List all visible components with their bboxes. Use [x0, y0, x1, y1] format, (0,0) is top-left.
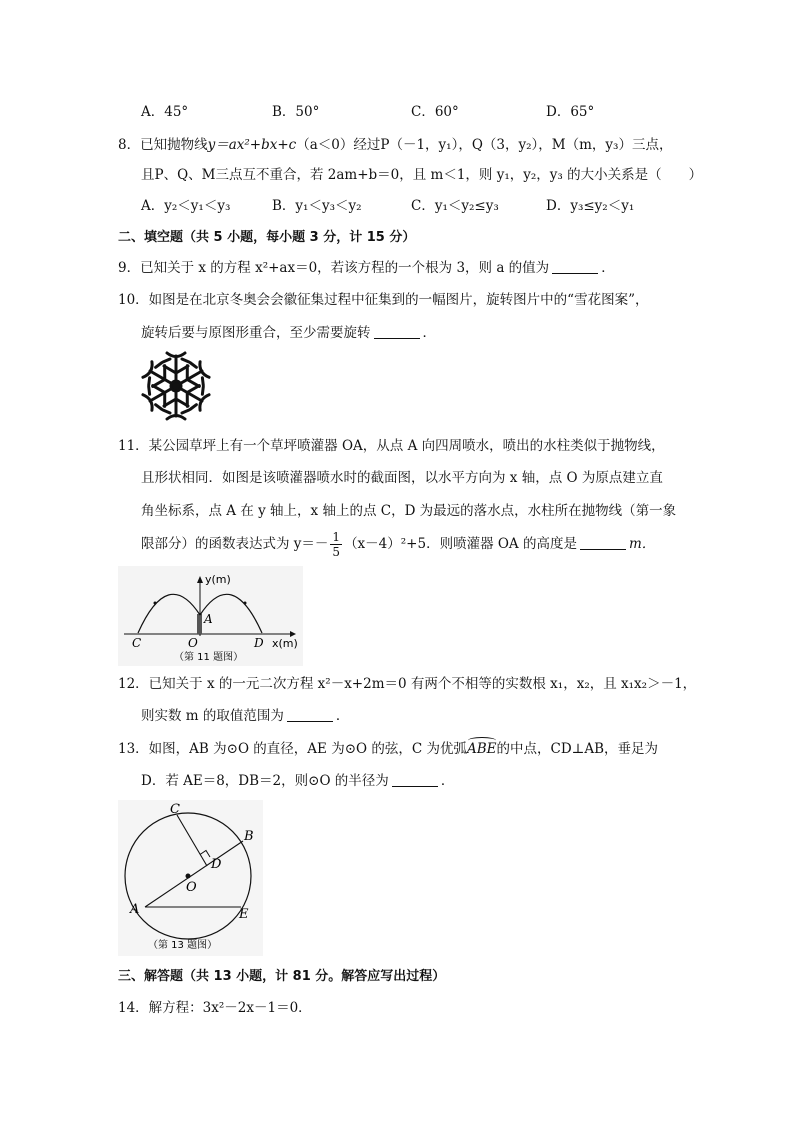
q11-dot-right: [244, 602, 247, 605]
q9: [118, 259, 615, 277]
q8-label: 8．已知抛物线: [118, 137, 208, 153]
q11-y-label: y(m): [205, 573, 231, 586]
section-2-heading: 二、填空题（共 5 小题，每小题 3 分，计 15 分）: [118, 230, 416, 245]
q11-line1: 11．某公园草坪上有一个草坪喷灌器 OA，从点 A 向四周喷水，喷出的水柱类似于抛物线，: [118, 438, 665, 454]
q7-option-c: C．60°: [411, 104, 459, 120]
q7-option-d: D．65°: [546, 104, 595, 120]
q13-label-c: C: [170, 802, 180, 817]
q11-unit: m．: [628, 536, 656, 552]
q10-line1: 10．如图是在北京冬奥会会徽征集过程中征集到的一幅图片，旋转图片中的“雪花图案”，: [118, 292, 649, 308]
q10-line2: [141, 324, 436, 342]
snowflake-pattern: [141, 353, 211, 419]
q13-line2-text: D．若 AE＝8，DB＝2，则⊙O 的半径为: [141, 773, 389, 789]
q8-line1: [118, 136, 672, 154]
q11-sprinkler: [197, 614, 202, 634]
q8-condition: （a＜0）经过: [296, 137, 381, 153]
q11-line4-end: （x－4）²+5．则喷灌器 OA 的高度是: [344, 536, 577, 552]
q13-line1: [118, 740, 658, 758]
q11-figure: [118, 566, 303, 666]
q13-answer-blank[interactable]: [392, 774, 438, 787]
q11-label-c: C: [132, 636, 142, 650]
q13-label-e: E: [239, 907, 249, 922]
q8-option-b: B．y₁＜y₃＜y₂: [272, 198, 362, 214]
q12-line1: 12．已知关于 x 的一元二次方程 x²－x+2m＝0 有两个不相等的实数根 x₁，x₂，且 x₁x₂＞－1，: [118, 676, 697, 692]
q8-option-a: A．y₂＜y₁＜y₃: [141, 198, 231, 214]
q8-line2: 且P、Q、M三点互不重合，若 2am+b＝0，且 m＜1，则 y₁，y₂，y₃ 的大小关系是（ ）: [141, 167, 703, 183]
q8-option-c: C．y₁＜y₂≤y₃: [411, 198, 499, 214]
q13-label-b: B: [244, 829, 254, 844]
q11-label-a: A: [204, 612, 213, 626]
q13-label-d: D: [211, 857, 222, 872]
q13-label-o: O: [186, 880, 197, 895]
q13-arc-abe: ABE: [467, 741, 497, 757]
q10-end: ．: [422, 325, 436, 341]
q11-line3: 角坐标系，点 A 在 y 轴上，x 轴上的点 C，D 为最远的落水点，水柱所在抛物线（第一象: [141, 503, 677, 519]
section-3-heading: 三、解答题（共 13 小题，计 81 分。解答应写出过程）: [118, 969, 446, 984]
q13-line1-end: 的中点，CD⊥AB，垂足为: [496, 741, 659, 757]
q11-label-o: O: [188, 636, 198, 650]
q12-line2-text: 则实数 m 的取值范围为: [141, 708, 284, 724]
q10-answer-blank[interactable]: [374, 326, 420, 339]
q13-figure: [118, 800, 263, 956]
q12-line2: [141, 707, 349, 725]
q7-option-a: A．45°: [141, 104, 189, 120]
q11-dot-left: [154, 602, 157, 605]
q11-fraction-num: 1: [332, 530, 341, 544]
q8-option-d: D．y₃≤y₂＜y₁: [546, 198, 635, 214]
q9-end: ．: [601, 260, 615, 276]
q11-x-label: x(m): [272, 637, 298, 650]
q8-points: P（－1，y₁），Q（3，y₂），M（m，y₃）三点，: [380, 137, 673, 153]
q12-answer-blank[interactable]: [287, 709, 333, 722]
q8-equation: y＝ax²+bx+c: [207, 137, 297, 153]
q9-answer-blank[interactable]: [552, 261, 598, 274]
q13-end: ．: [440, 773, 455, 789]
q13-figure-background: [118, 800, 263, 956]
q12-end: ．: [335, 708, 350, 724]
q11-caption: （第 11 题图）: [174, 652, 244, 663]
q14: 14．解方程：3x²－2x－1＝0．: [118, 1000, 312, 1016]
q13-line1-start: 13．如图，AB 为⊙O 的直径，AE 为⊙O 的弦，C 为优弧: [118, 741, 467, 757]
q11-fraction-den: 5: [332, 545, 341, 559]
q11-answer-blank[interactable]: [580, 537, 626, 550]
q7-option-b: B．50°: [272, 104, 320, 120]
q13-caption: （第 13 题图）: [148, 940, 218, 951]
q11-line2: 且形状相同．如图是该喷灌器喷水时的截面图，以水平方向为 x 轴，点 O 为原点建立直: [141, 470, 663, 486]
q11-fraction: [330, 530, 342, 559]
q9-text: 9．已知关于 x 的方程 x²+ax＝0，若该方程的一个根为 3，则 a 的值为: [118, 260, 550, 276]
q10-line2-text: 旋转后要与原图形重合，至少需要旋转: [141, 325, 371, 341]
snowflake-figure: [140, 350, 212, 422]
q13-line2: [141, 772, 454, 790]
q11-line4-start: 限部分）的函数表达式为 y＝－: [141, 536, 329, 552]
q13-center-dot: [186, 874, 191, 879]
q13-label-a: A: [130, 902, 140, 917]
q11-label-d: D: [254, 636, 264, 650]
q11-line4: [141, 529, 655, 559]
